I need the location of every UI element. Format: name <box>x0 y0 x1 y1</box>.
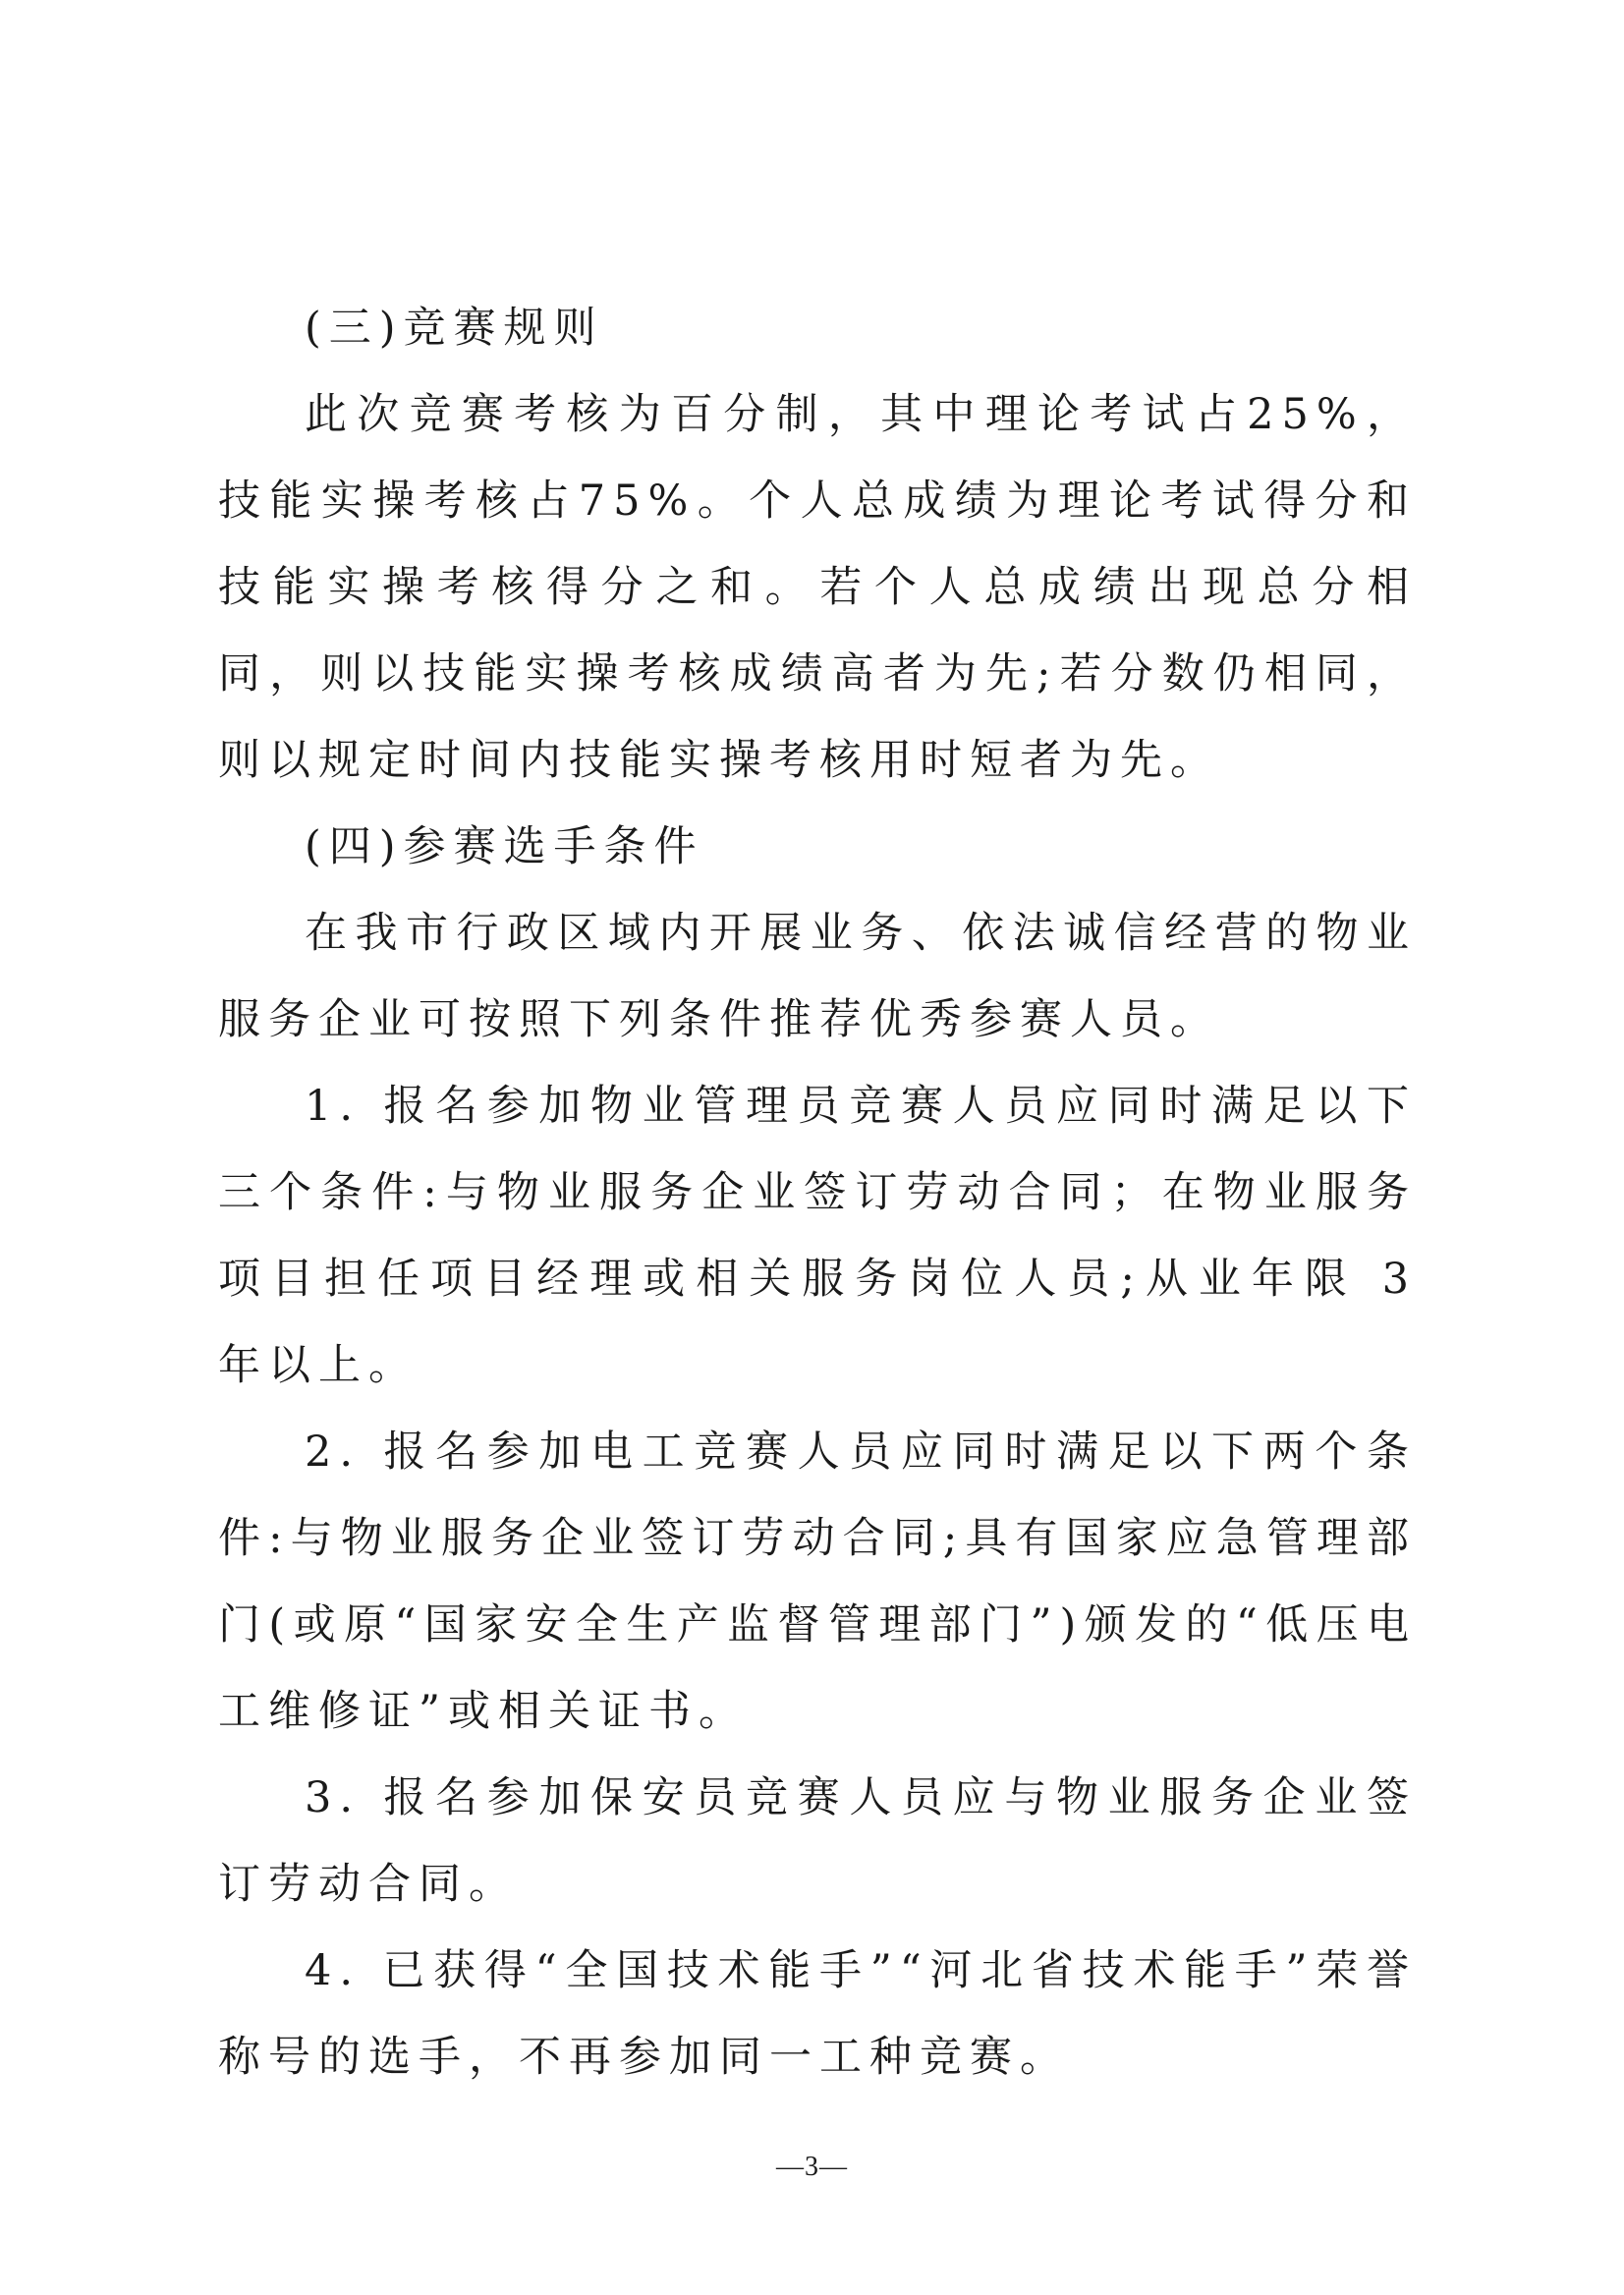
condition-item-honor-holders: 4. 已获得“全国技术能手”“河北省技术能手”荣誉称号的选手，不再参加同一工种竞赛。 <box>218 1946 1417 2082</box>
condition-item-electrician: 2. 报名参加电工竞赛人员应同时满足以下两个条件:与物业服务企业签订劳动合同;具有国家应急管理部门(或原“国家安全生产监督管理部门”)颁发的“低压电工维修证”或相关证书。 <box>218 1427 1417 1736</box>
condition-item-property-manager: 1. 报名参加物业管理员竞赛人员应同时满足以下三个条件:与物业服务企业签订劳动合同；在物业服务项目担任项目经理或相关服务岗位人员;从业年限 3 年以上。 <box>218 1082 1417 1390</box>
section-heading-competition-rules: (三)竞赛规则 <box>305 304 604 353</box>
document-body <box>218 285 1417 2100</box>
section-heading-contestant-conditions: (四)参赛选手条件 <box>305 822 704 871</box>
condition-item-security-guard: 3. 报名参加保安员竞赛人员应与物业服务企业签订劳动合同。 <box>218 1773 1417 1909</box>
contestant-conditions-intro: 在我市行政区域内开展业务、依法诚信经营的物业服务企业可按照下列条件推荐优秀参赛人员。 <box>218 909 1417 1044</box>
page-number: —3— <box>776 2152 848 2182</box>
competition-rules-paragraph: 此次竞赛考核为百分制，其中理论考试占25%，技能实操考核占75%。个人总成绩为理论考试得分和技能实操考核得分之和。若个人总成绩出现总分相同，则以技能实操考核成绩高者为先;若分数仍相同，则以规定时间内技能实操考核用时短者为先。 <box>218 390 1417 785</box>
